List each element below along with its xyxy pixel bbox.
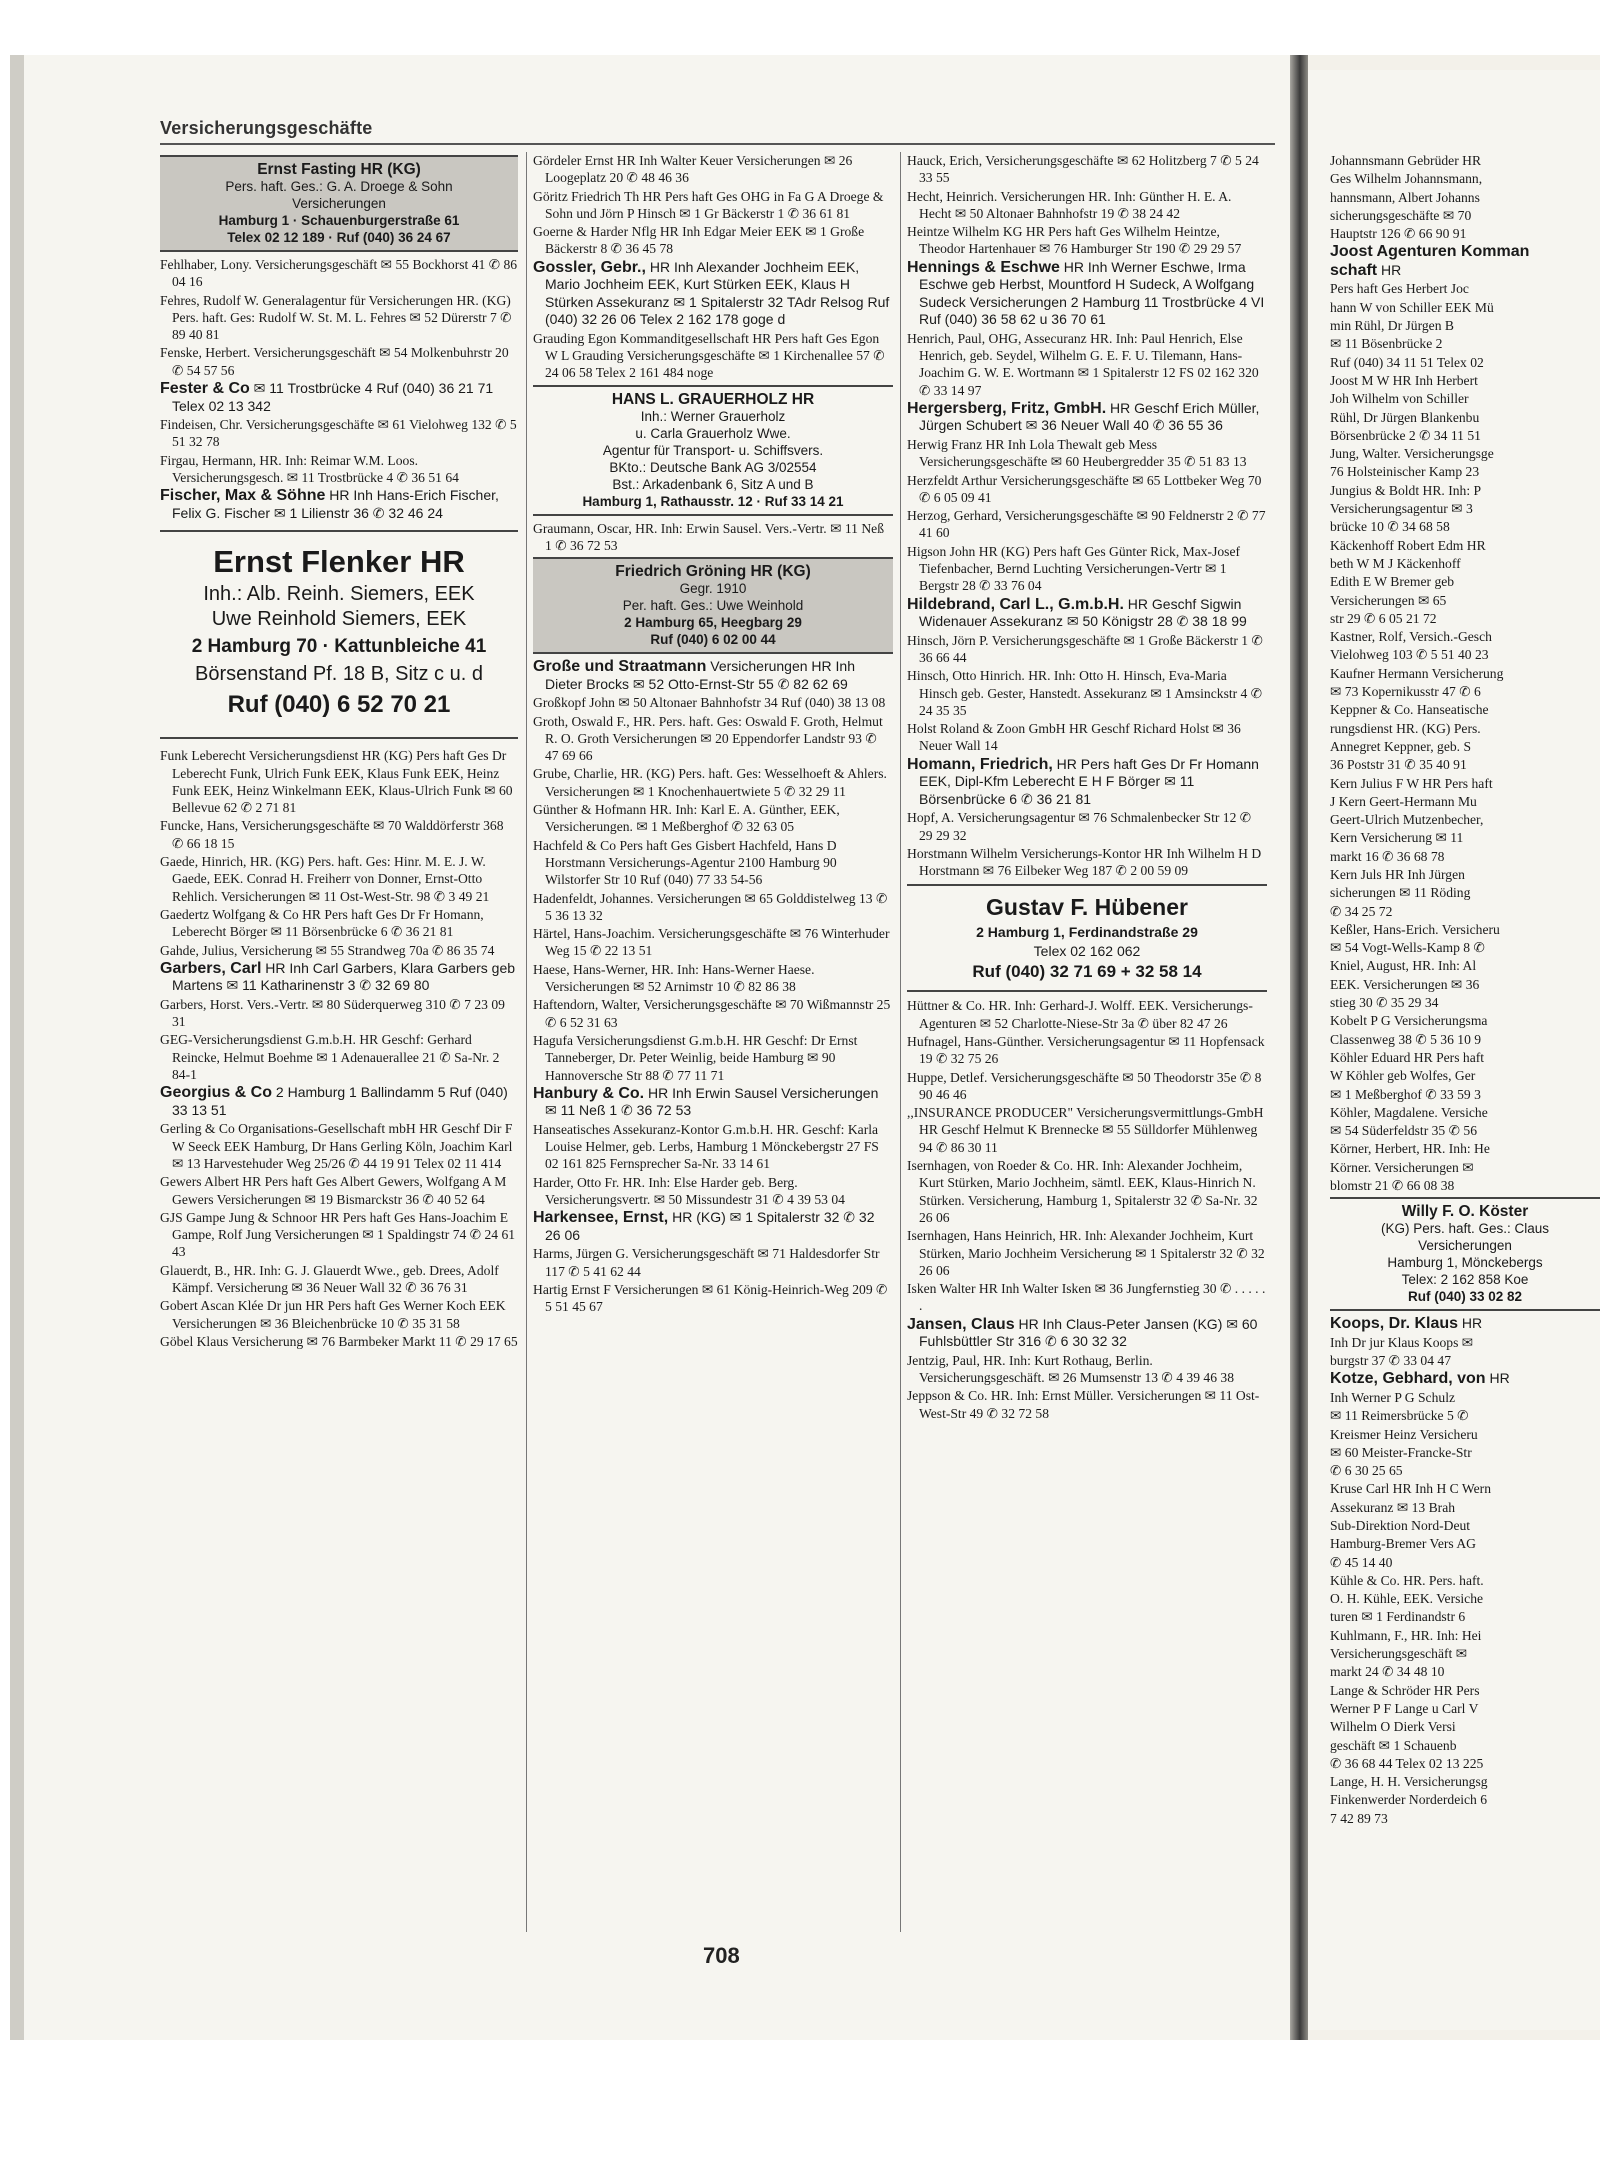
ad-line: Uwe Reinhold Siemers, EEK xyxy=(211,608,467,631)
directory-entry: Hopf, A. Versicherungsagentur ✉ 76 Schmalenbecker Str 12 ✆ 29 29 32 xyxy=(907,810,1252,843)
advertisement-box xyxy=(1330,1197,1600,1311)
directory-entry: Assekuranz ✉ 13 Brah xyxy=(1330,1499,1456,1515)
directory-entry: stieg 30 ✆ 35 29 34 xyxy=(1330,995,1439,1011)
directory-entry-bold xyxy=(907,259,1267,329)
directory-entry: Huppe, Detlef. Versicherungsgeschäfte ✉ 50 Theodorstr 35e ✆ 8 90 46 46 xyxy=(907,1069,1262,1102)
directory-entry-bold xyxy=(533,658,893,693)
directory-entry: O. H. Kühle, EEK. Versiche xyxy=(1330,1591,1484,1607)
directory-entry: Goerne & Harder Nflg HR Inh Edgar Meier EEK ✉ 1 Große Bäckerstr 8 ✆ 36 45 78 xyxy=(533,224,865,257)
directory-entry-bold xyxy=(160,380,518,415)
directory-entry: EEK. Versicherungen ✉ 36 xyxy=(1330,976,1480,992)
directory-entry: GJS Gampe Jung & Schnoor HR Pers haft Ges Hans-Joachim E Gampe, Rolf Jung Versicherungen ✉ 1 Spaldingstr 74 ✆ 24 61 43 xyxy=(160,1209,516,1260)
directory-entry: Ges Wilhelm Johannsmann, xyxy=(1330,171,1483,187)
directory-entry: ✉ 73 Kopernikusstr 47 ✆ 6 xyxy=(1330,684,1481,700)
directory-entry: Kern Julius F W HR Pers haft xyxy=(1330,775,1493,791)
directory-entry: Hamburg-Bremer Vers AG xyxy=(1330,1536,1476,1552)
directory-entry: Hartig Ernst F Versicherungen ✉ 61 König-Heinrich-Weg 209 ✆ 5 51 45 67 xyxy=(533,1281,888,1315)
entry-name: Koops, Dr. Klaus xyxy=(1330,1315,1459,1333)
directory-entry: Großkopf John ✉ 50 Altonaer Bahnhofstr 34 Ruf (040) 38 13 08 xyxy=(533,695,886,711)
directory-entry: Grauding Egon Kommanditgesellschaft HR Pers haft Ges Egon W L Grauding Versicherungsgeschäfte ✉ 1 Kirchenallee 57 ✆ 24 06 58 Telex 2 161 484 noge xyxy=(533,330,885,381)
directory-entry: Funk Leberecht Versicherungsdienst HR (KG) Pers haft Ges Dr Leberecht Funk, Ulrich Funk EEK, Klaus Funk EEK, Heinz Funk EEK, Heinz Winkelmann EEK, Klaus-Ulrich Funk ✉ 60 Bellevue 62 ✆ 2 71 81 xyxy=(160,748,513,816)
page-header: Versicherungsgeschäfte xyxy=(160,118,373,138)
directory-entry: geschäft ✉ 1 Schauenb xyxy=(1330,1737,1457,1753)
entry-name: Hennings & Eschwe xyxy=(907,258,1060,276)
directory-entry: Kern Versicherung ✉ 11 xyxy=(1330,830,1464,846)
directory-entry-bold xyxy=(533,1209,893,1244)
directory-entry: Grube, Charlie, HR. (KG) Pers. haft. Ges: Wesselhoeft & Ahlers. Versicherungen ✉ 1 Knochenhauertwiete 5 ✆ 32 29 11 xyxy=(533,766,887,799)
ad-line: Versicherungen xyxy=(1418,1238,1512,1254)
directory-entry: Johannsmann Gebrüder HR xyxy=(1330,153,1482,168)
directory-entry: ✆ 6 30 25 65 xyxy=(1330,1463,1403,1479)
directory-entry: Edith E W Bremer geb xyxy=(1330,574,1455,590)
entry-name: Joost Agenturen Komman xyxy=(1330,243,1530,261)
directory-entry: ✆ 36 68 44 Telex 02 13 225 xyxy=(1330,1755,1484,1771)
directory-entry: blomstr 21 ✆ 66 08 38 xyxy=(1330,1178,1455,1194)
directory-entry: ,,INSURANCE PRODUCER" Versicherungsvermittlungs-GmbH HR Geschf Helmut K Brennecke ✉ 55 Sülldorfer Mühlenweg 94 ✆ 86 30 11 xyxy=(907,1105,1264,1155)
directory-entry: Joh Wilhelm von Schiller xyxy=(1330,391,1469,407)
entry-text: HR Inh Carl Garbers, Klara Garbers geb Martens ✉ 11 Katharinenstr 3 ✆ 32 69 80 xyxy=(172,959,516,994)
directory-entry: Findeisen, Chr. Versicherungsgeschäfte ✉ 61 Vielohweg 132 ✆ 5 51 32 78 xyxy=(160,417,517,450)
column-divider xyxy=(900,152,901,1932)
directory-entry: Versicherungsgeschäft ✉ xyxy=(1330,1646,1468,1662)
directory-entry: Kniel, August, HR. Inh: Al xyxy=(1330,958,1477,974)
entry-name: Homann, Friedrich, xyxy=(907,755,1053,773)
entry-text: HR Pers haft Ges Dr Fr Homann EEK, Dipl-Kfm Leberecht E H F Börger ✉ 11 Börsenbrücke 6 ✆ 36 21 81 xyxy=(919,755,1259,807)
directory-entry: GEG-Versicherungsdienst G.m.b.H. HR Geschf: Gerhard Reincke, Helmut Boehme ✉ 1 Adenauerallee 21 ✆ Sa-Nr. 2 84-1 xyxy=(160,1032,500,1083)
column-4-right-page xyxy=(1330,152,1600,1952)
directory-entry: Horstmann Wilhelm Versicherungs-Kontor HR Inh Wilhelm H D Horstmann ✉ 76 Eilbeker Weg 187 ✆ 2 00 59 09 xyxy=(907,845,1262,879)
directory-entry: Joost M W HR Inh Herbert xyxy=(1330,372,1478,388)
directory-entry-bold xyxy=(1330,262,1600,280)
entry-text: HR Inh Erwin Sausel Versicherungen ✉ 11 Neß 1 ✆ 36 72 53 xyxy=(545,1084,879,1119)
entry-text: HR (KG) ✉ 1 Spitalerstr 32 ✆ 32 26 06 xyxy=(545,1209,875,1243)
directory-entry: Hagufa Versicherungsdienst G.m.b.H. HR Geschf: Dr Ernst Tanneberger, Dr. Peter Weinlig, beide Hamburg ✉ 90 Hannoversche Str 88 ✆ 77 11 71 xyxy=(533,1032,858,1083)
directory-entry: Classenweg 38 ✆ 5 36 10 9 xyxy=(1330,1031,1482,1047)
ad-address: 2 Hamburg 70 · Kattunbleiche 41 xyxy=(191,636,487,658)
entry-name: Georgius & Co xyxy=(160,1084,273,1102)
entry-name: Fester & Co xyxy=(160,380,250,398)
directory-entry: Henrich, Paul, OHG, Assecuranz HR. Inh: Paul Henrich, Else Henrich, geb. Seydel, Wilhelm G. E. F. U. Tilemann, Hans-Joachim G. W. E. Wortmann ✉ 1 Spitalerstr 12 FS 02 162 320 ✆ 33 14 97 xyxy=(907,330,1259,398)
directory-entry: Köhler Eduard HR Pers haft xyxy=(1330,1049,1485,1065)
ad-line: Per. haft. Ges.: Uwe Weinhold xyxy=(622,598,804,614)
directory-entry: Göritz Friedrich Th HR Pers haft Ges OHG in Fa G A Droege & Sohn und Jörn P Hinsch ✉ 1 Gr Bäckerstr 1 ✆ 36 61 81 xyxy=(533,188,884,221)
directory-entry: Käckenhoff Robert Edm HR xyxy=(1330,537,1486,553)
ad-line: BKto.: Deutsche Bank AG 3/02554 xyxy=(609,459,817,475)
ad-address: 2 Hamburg 1, Ferdinandstraße 29 xyxy=(976,924,1198,941)
directory-entry: 36 Poststr 31 ✆ 35 40 91 xyxy=(1330,757,1467,773)
entry-name: Kotze, Gebhard, von xyxy=(1330,1370,1486,1388)
directory-entry: Isernhagen, Hans Heinrich, HR. Inh: Alexander Jochheim, Kurt Stürken, Mario Jochheim Versicherung ✉ 1 Spitalerstr 32 ✆ 32 26 06 xyxy=(907,1228,1265,1278)
entry-text: HR xyxy=(1458,1315,1483,1332)
directory-entry: Keßler, Hans-Erich. Versicheru xyxy=(1330,921,1500,937)
ad-title: Ernst Fasting HR (KG) xyxy=(257,161,421,178)
directory-entry: Kastner, Rolf, Versich.-Gesch xyxy=(1330,629,1492,645)
ad-line: Hamburg 1, Mönckebergs xyxy=(1387,1255,1543,1271)
entry-text: Versicherungen HR Inh Dieter Brocks ✉ 52 Otto-Ernst-Str 55 ✆ 82 62 69 xyxy=(545,658,855,692)
directory-entry: Hachfeld & Co Pers haft Ges Gisbert Hachfeld, Hans D Horstmann Versicherungs-Agentur 2100 Hamburg 90 Wilstorfer Str 10 Ruf (040) 77 33 54-56 xyxy=(533,837,837,888)
ad-line-bold: Telex 02 12 189 · Ruf (040) 36 24 67 xyxy=(227,230,451,245)
directory-entry-bold xyxy=(160,1084,518,1119)
directory-entry: Annegret Keppner, geb. S xyxy=(1330,738,1472,754)
directory-entry: sicherungen ✉ 11 Röding xyxy=(1330,885,1471,901)
directory-entry: Versicherungen ✉ 65 xyxy=(1330,592,1447,608)
entry-name: Fischer, Max & Söhne xyxy=(160,487,326,505)
directory-entry: Isernhagen, von Roeder & Co. HR. Inh: Alexander Jochheim, Kurt Stürken, Mario Jochheim, sämtl. EEK, Klaus-Hinrich N. Stürken. Versicherung, Hamburg 1, Spitalerstr 32 ✆ Sa-Nr. 32 26 06 xyxy=(907,1158,1258,1225)
directory-entry: Garbers, Horst. Vers.-Vertr. ✉ 80 Süderquerweg 310 ✆ 7 23 09 31 xyxy=(160,996,505,1030)
directory-entry: Heintze Wilhelm KG HR Pers haft Ges Wilhelm Heintze, Theodor Hartenhauer ✉ 76 Hamburger Str 190 ✆ 29 29 57 xyxy=(907,224,1242,257)
directory-entry: Körner. Versicherungen ✉ xyxy=(1330,1159,1474,1175)
directory-entry-bold xyxy=(533,1085,893,1120)
directory-entry: Jung, Walter. Versicherungsge xyxy=(1330,446,1494,462)
directory-entry: Kruse Carl HR Inh H C Wern xyxy=(1330,1481,1492,1497)
column-1 xyxy=(160,152,518,1952)
directory-entry: Glauerdt, B., HR. Inh: G. J. Glauerdt Wwe., geb. Drees, Adolf Kämpf. Versicherung ✉ 36 Neuer Wall 32 ✆ 36 76 31 xyxy=(160,1262,499,1295)
directory-entry: Geert-Ulrich Mutzenbecher, xyxy=(1330,812,1484,828)
directory-entry: Jeppson & Co. HR. Inh: Ernst Müller. Versicherungen ✉ 11 Ost-West-Str 49 ✆ 32 72 58 xyxy=(907,1388,1260,1421)
directory-entry: ✉ 11 Bösenbrücke 2 xyxy=(1330,336,1443,352)
directory-entry-bold xyxy=(1330,1370,1600,1388)
directory-entry: Hecht, Heinrich. Versicherungen HR. Inh: Günther H. E. A. Hecht ✉ 50 Altonaer Bahnhofstr 19 ✆ 38 24 42 xyxy=(907,188,1232,221)
ad-line: u. Carla Grauerholz Wwe. xyxy=(635,425,791,441)
directory-entry: str 29 ✆ 6 05 21 72 xyxy=(1330,610,1437,626)
directory-entry: Fenske, Herbert. Versicherungsgeschäft ✉ 54 Molkenbuhrstr 20 ✆ 54 57 56 xyxy=(160,345,509,378)
directory-entry: Harms, Jürgen G. Versicherungsgeschäft ✉ 71 Haldesdorfer Str 117 ✆ 5 41 62 44 xyxy=(533,1246,880,1279)
advertisement-box xyxy=(533,557,893,654)
directory-entry: Hauptstr 126 ✆ 66 90 91 xyxy=(1330,226,1467,242)
directory-entry: Hauck, Erich, Versicherungsgeschäfte ✉ 62 Holitzberg 7 ✆ 5 24 33 55 xyxy=(907,153,1259,186)
advertisement-medium xyxy=(907,884,1267,992)
directory-entry: 7 42 89 73 xyxy=(1330,1810,1388,1826)
directory-entry: Gewers Albert HR Pers haft Ges Albert Gewers, Wolfgang A M Gewers Versicherungen ✉ 19 Bismarckstr 36 ✆ 40 52 64 xyxy=(160,1174,507,1207)
directory-entry: Higson John HR (KG) Pers haft Ges Günter Rick, Max-Josef Tiefenbacher, Bernd Luchting Versicherungen-Vertr ✉ 1 Bergstr 28 ✆ 33 76 04 xyxy=(907,543,1241,594)
directory-entry: Jentzig, Paul, HR. Inh: Kurt Rothaug, Berlin. Versicherungsgeschäft. ✉ 26 Mumsenstr 13 ✆ 4 39 46 38 xyxy=(907,1352,1234,1386)
directory-entry: Hinsch, Jörn P. Versicherungsgeschäfte ✉ 1 Große Bäckerstr 1 ✆ 36 66 44 xyxy=(907,632,1263,665)
directory-entry: ✆ 45 14 40 xyxy=(1330,1554,1393,1570)
directory-entry: Holst Roland & Zoon GmbH HR Geschf Richard Holst ✉ 36 Neuer Wall 14 xyxy=(907,721,1241,754)
directory-entry: Kühle & Co. HR. Pers. haft. xyxy=(1330,1572,1484,1588)
directory-entry: Werner P F Lange u Carl V xyxy=(1330,1700,1479,1716)
entry-text: HR xyxy=(1485,1370,1510,1387)
directory-entry: Gaede, Hinrich, HR. (KG) Pers. haft. Ges: Hinr. M. E. J. W. Gaede, EEK. Conrad H. Freiherr von Donner, Ernst-Otto Rehlich. Versicherungen ✉ 11 Ost-West-Str. 98 ✆ 3 49 21 xyxy=(160,854,490,904)
directory-entry: beth W M J Käckenhoff xyxy=(1330,555,1461,571)
directory-entry-bold xyxy=(1330,1315,1600,1333)
ad-line: Pers. haft. Ges.: G. A. Droege & Sohn xyxy=(225,179,453,194)
directory-entry: Hüttner & Co. HR. Inh: Gerhard-J. Wolff. EEK. Versicherungs-Agenturen ✉ 52 Charlotte-Niese-Str 3a ✆ über 82 47 26 xyxy=(907,998,1253,1031)
entry-name: schaft xyxy=(1330,261,1378,279)
directory-entry: brücke 10 ✆ 34 68 58 xyxy=(1330,519,1450,535)
directory-entry-bold xyxy=(160,487,518,522)
ad-line: Inh.: Werner Grauerholz xyxy=(640,408,786,424)
entry-text: HR Inh Claus-Peter Jansen (KG) ✉ 60 Fuhlsbüttler Str 316 ✆ 6 30 32 32 xyxy=(919,1315,1258,1350)
ad-line: Inh.: Alb. Reinh. Siemers, EEK xyxy=(203,583,475,606)
advertisement-box xyxy=(160,155,518,252)
ad-phone: Ruf (040) 32 71 69 + 32 58 14 xyxy=(972,962,1202,982)
advertisement-large xyxy=(160,530,518,739)
directory-entry-bold xyxy=(160,960,518,995)
book-gutter xyxy=(1290,55,1308,2040)
directory-entry: Gerling & Co Organisations-Gesellschaft mbH HR Geschf Dir F W Seeck EEK Hamburg, Dr Hans Gerling Köln, Joachim Karl ✉ 13 Harvestehuder Weg 25/26 ✆ 44 19 91 Telex 02 11 414 xyxy=(160,1121,513,1171)
ad-line: Versicherungen xyxy=(292,196,386,211)
directory-entry: Firgau, Hermann, HR. Inh: Reimar W.M. Loos. Versicherungsgesch. ✉ 11 Trostbrücke 4 ✆ 36 51 64 xyxy=(160,452,459,485)
directory-entry: Groth, Oswald F., HR. Pers. haft. Ges: Oswald F. Groth, Helmut R. O. Groth Versicherungen ✉ 20 Eppendorfer Landstr 93 ✆ 47 69 66 xyxy=(533,713,883,764)
directory-entry: Inh Werner P G Schulz xyxy=(1330,1389,1455,1405)
directory-entry: markt 24 ✆ 34 48 10 xyxy=(1330,1664,1445,1680)
column-divider xyxy=(526,152,527,1932)
directory-entry: burgstr 37 ✆ 33 04 47 xyxy=(1330,1353,1452,1369)
directory-entry: min Rühl, Dr Jürgen B xyxy=(1330,318,1454,334)
directory-entry: Lange & Schröder HR Pers xyxy=(1330,1682,1480,1698)
directory-entry: ✉ 1 Meßberghof ✆ 33 59 3 xyxy=(1330,1086,1481,1102)
directory-entry: Haftendorn, Walter, Versicherungsgeschäfte ✉ 70 Wißmannstr 25 ✆ 6 52 31 63 xyxy=(533,997,891,1030)
directory-entry: Hinsch, Otto Hinrich. HR. Inh: Otto H. Hinsch, Eva-Maria Hinsch geb. Gester, Hanstedt. Assekuranz ✉ 1 Amsinckstr 4 ✆ 24 35 35 xyxy=(907,668,1263,718)
ad-line-bold: Hamburg 1, Rathausstr. 12 · Ruf 33 14 21 xyxy=(582,493,844,509)
header-rule xyxy=(160,143,1275,145)
ad-line-bold: Hamburg 1 · Schauenburgerstraße 61 xyxy=(218,213,460,228)
entry-text: ✉ 11 Trostbrücke 4 Ruf (040) 36 21 71 Telex 02 13 342 xyxy=(172,380,494,414)
entry-name: Garbers, Carl xyxy=(160,959,262,977)
ad-line: Börsenstand Pf. 18 B, Sitz c u. d xyxy=(195,663,483,686)
directory-entry: J Kern Geert-Hermann Mu xyxy=(1330,793,1477,809)
directory-entry: Rühl, Dr Jürgen Blankenbu xyxy=(1330,409,1480,425)
directory-entry: Kobelt P G Versicherungsma xyxy=(1330,1013,1488,1029)
ad-line-bold: Ruf (040) 33 02 82 xyxy=(1407,1289,1523,1305)
directory-entry: W Köhler geb Wolfes, Ger xyxy=(1330,1068,1476,1084)
entry-text: HR Inh Alexander Jochheim EEK, Mario Jochheim EEK, Kurt Stürken EEK, Klaus H Stürken Assekuranz ✉ 1 Spitalerstr 32 TAdr Relsog Ruf (040) 32 26 06 Telex 2 162 178 goge d xyxy=(545,258,890,328)
directory-entry: Gaedertz Wolfgang & Co HR Pers haft Ges Dr Fr Homann, Leberecht Börger ✉ 11 Börsenbrücke 6 ✆ 36 21 81 xyxy=(160,906,484,940)
ad-line: Telex: 2 162 858 Koe xyxy=(1401,1272,1529,1288)
directory-entry: Pers haft Ges Herbert Joc xyxy=(1330,281,1469,297)
directory-entry: Günther & Hofmann HR. Inh: Karl E. A. Günther, EEK, Versicherungen. ✉ 1 Meßberghof ✆ 32 63 05 xyxy=(533,802,840,835)
directory-entry: Göbel Klaus Versicherung ✉ 76 Barmbeker Markt 11 ✆ 29 17 65 xyxy=(160,1333,518,1349)
directory-entry: Versicherungsagentur ✉ 3 xyxy=(1330,501,1473,517)
directory-entry: Lange, H. H. Versicherungsg xyxy=(1330,1774,1488,1790)
directory-entry: Graumann, Oscar, HR. Inh: Erwin Sausel. Vers.-Vertr. ✉ 11 Neß 1 ✆ 36 72 53 xyxy=(533,520,884,553)
directory-entry: ✆ 34 25 72 xyxy=(1330,903,1393,919)
entry-name: Gossler, Gebr., xyxy=(533,258,646,276)
directory-entry-bold xyxy=(907,1316,1267,1351)
advertisement-box xyxy=(533,385,893,516)
directory-entry: Ruf (040) 34 11 51 Telex 02 xyxy=(1330,354,1484,370)
directory-entry: Hanseatisches Assekuranz-Kontor G.m.b.H. HR. Geschf: Karla Louise Helmer, geb. Lerbs, Hamburg 1 Mönckebergstr 27 FS 02 161 825 Fernsprecher Sa-Nr. 33 14 61 xyxy=(533,1121,879,1172)
directory-entry: Fehlhaber, Lony. Versicherungsgeschäft ✉ 55 Bockhorst 41 ✆ 86 04 16 xyxy=(160,257,518,290)
ad-title: Ernst Flenker HR xyxy=(213,544,465,580)
directory-entry: Härtel, Hans-Joachim. Versicherungsgeschäfte ✉ 76 Winterhuder Weg 15 ✆ 22 13 51 xyxy=(533,926,890,959)
directory-entry: Funcke, Hans, Versicherungsgeschäfte ✉ 70 Walddörferstr 368 ✆ 66 18 15 xyxy=(160,818,504,851)
directory-entry: Köhler, Magdalene. Versiche xyxy=(1330,1104,1488,1120)
ad-line: Gegr. 1910 xyxy=(679,581,747,597)
directory-entry: Kern Juls HR Inh Jürgen xyxy=(1330,866,1465,882)
directory-entry-bold xyxy=(907,400,1267,435)
directory-entry: Gobert Ascan Klée Dr jun HR Pers haft Ges Werner Koch EEK Versicherungen ✉ 36 Bleichenbrücke 10 ✆ 35 31 58 xyxy=(160,1298,506,1331)
ad-title: Friedrich Gröning HR (KG) xyxy=(615,563,811,581)
directory-entry: ✉ 11 Reimersbrücke 5 ✆ xyxy=(1330,1408,1469,1424)
directory-entry: Isken Walter HR Inh Walter Isken ✉ 36 Jungfernstieg 30 ✆ . . . . . . xyxy=(907,1281,1266,1314)
directory-entry-bold xyxy=(533,259,893,329)
directory-entry: rungsdienst HR. (KG) Pers. xyxy=(1330,720,1481,736)
directory-entry: Körner, Herbert, HR. Inh: He xyxy=(1330,1141,1490,1157)
directory-entry: Vielohweg 103 ✆ 5 51 40 23 xyxy=(1330,647,1489,663)
ad-line: Agentur für Transport- u. Schiffsvers. xyxy=(602,442,824,458)
ad-title: Willy F. O. Köster xyxy=(1401,1203,1529,1221)
directory-entry: Fehres, Rudolf W. Generalagentur für Versicherungen HR. (KG) Pers. haft. Ges: Rudolf W. St. M. L. Fehres ✉ 52 Dürerstr 7 ✆ 89 40 81 xyxy=(160,292,512,343)
ad-title: Gustav F. Hübener xyxy=(986,894,1188,921)
directory-entry: ✉ 54 Vogt-Wells-Kamp 8 ✆ xyxy=(1330,940,1485,956)
entry-text: HR Inh Werner Eschwe, Irma Eschwe geb Herbst, Mountford H Sudeck, A Wolfgang Sudeck Versicherungen 2 Hamburg 11 Trostbrücke 4 VI Ruf (040) 36 58 62 u 36 70 61 xyxy=(919,258,1265,328)
directory-entry: ✉ 60 Meister-Francke-Str xyxy=(1330,1444,1472,1460)
ad-line-bold: Ruf (040) 6 02 00 44 xyxy=(650,632,776,648)
directory-entry: Wilhelm O Dierk Versi xyxy=(1330,1719,1456,1735)
entry-text: HR Geschf Sigwin Widenauer Assekuranz ✉ 50 Königstr 28 ✆ 38 18 99 xyxy=(919,595,1247,630)
directory-entry: Kreismer Heinz Versicheru xyxy=(1330,1426,1478,1442)
directory-entry: 76 Holsteinischer Kamp 23 xyxy=(1330,464,1480,480)
directory-entry: sicherungsgeschäfte ✉ 70 xyxy=(1330,207,1472,223)
directory-entry: Haese, Hans-Werner, HR. Inh: Hans-Werner Haese. Versicherungen ✉ 52 Arnimstr 10 ✆ 82 86 38 xyxy=(533,961,815,995)
directory-entry: Herzfeldt Arthur Versicherungsgeschäfte ✉ 65 Lottbeker Weg 70 ✆ 6 05 09 41 xyxy=(907,472,1262,505)
directory-entry: Börsenbrücke 2 ✆ 34 11 51 xyxy=(1330,427,1481,443)
directory-entry: hann W von Schiller EEK Mü xyxy=(1330,299,1494,315)
directory-entry: Kaufner Hermann Versicherung xyxy=(1330,665,1504,681)
entry-text: HR Inh Hans-Erich Fischer, Felix G. Fischer ✉ 1 Lilienstr 36 ✆ 32 46 24 xyxy=(172,487,499,521)
directory-entry-bold xyxy=(907,596,1267,631)
directory-entry: Finkenwerder Norderdeich 6 xyxy=(1330,1792,1488,1808)
ad-line: (KG) Pers. haft. Ges.: Claus xyxy=(1380,1221,1550,1237)
directory-entry: hannsmann, Albert Johanns xyxy=(1330,189,1480,205)
ad-phone: Ruf (040) 6 52 70 21 xyxy=(227,691,451,719)
directory-entry: Gördeler Ernst HR Inh Walter Keuer Versicherungen ✉ 26 Loogeplatz 20 ✆ 48 46 36 xyxy=(533,153,853,186)
directory-entry-bold xyxy=(907,756,1267,809)
directory-entry: Hufnagel, Hans-Günther. Versicherungsagentur ✉ 11 Hopfensack 19 ✆ 32 75 26 xyxy=(907,1034,1265,1067)
entry-name: Jansen, Claus xyxy=(907,1315,1015,1333)
ad-line: Bst.: Arkadenbank 6, Sitz A und B xyxy=(612,476,814,492)
entry-text: 2 Hamburg 1 Ballindamm 5 Ruf (040) 33 13 51 xyxy=(172,1084,508,1118)
page-number: 708 xyxy=(703,1943,740,1968)
directory-entry: Harder, Otto Fr. HR. Inh: Else Harder geb. Berg. Versicherungsvertr. ✉ 50 Missundestr 31 ✆ 4 39 53 04 xyxy=(533,1174,845,1207)
directory-entry: Kuhlmann, F., HR. Inh: Hei xyxy=(1330,1627,1482,1643)
ad-line-bold: 2 Hamburg 65, Heegbarg 29 xyxy=(624,615,802,631)
entry-name: Große und Straatmann xyxy=(533,658,707,676)
column-2 xyxy=(533,152,893,1952)
entry-name: Hanbury & Co. xyxy=(533,1084,645,1102)
directory-entry: markt 16 ✆ 36 68 78 xyxy=(1330,848,1445,864)
entry-text: HR Geschf Erich Müller, Jürgen Schubert ✉ 36 Neuer Wall 40 ✆ 36 55 36 xyxy=(919,399,1260,434)
directory-entry: Sub-Direktion Nord-Deut xyxy=(1330,1518,1471,1533)
entry-name: Harkensee, Ernst, xyxy=(533,1209,669,1227)
directory-entry: ✉ 54 Süderfeldstr 35 ✆ 56 xyxy=(1330,1123,1477,1139)
directory-entry: Keppner & Co. Hanseatische xyxy=(1330,702,1489,718)
directory-entry: Herzog, Gerhard, Versicherungsgeschäfte ✉ 90 Feldnerstr 2 ✆ 77 41 60 xyxy=(907,508,1266,541)
ad-line: Telex 02 162 062 xyxy=(1033,943,1141,960)
directory-entry: Gahde, Julius, Versicherung ✉ 55 Strandweg 70a ✆ 86 35 74 xyxy=(160,942,495,958)
directory-entry: turen ✉ 1 Ferdinandstr 6 xyxy=(1330,1609,1466,1625)
directory-entry: Hadenfeldt, Johannes. Versicherungen ✉ 65 Golddistelweg 13 ✆ 5 36 13 32 xyxy=(533,890,888,923)
ad-title: HANS L. GRAUERHOLZ HR xyxy=(611,390,815,408)
entry-text: HR xyxy=(1377,261,1402,278)
directory-entry: Herwig Franz HR Inh Lola Thewalt geb Mess Versicherungsgeschäfte ✉ 60 Heubergredder 35 ✆ 51 83 13 xyxy=(907,436,1247,470)
entry-name: Hergersberg, Fritz, GmbH. xyxy=(907,399,1107,417)
column-3 xyxy=(907,152,1267,1952)
entry-name: Hildebrand, Carl L., G.m.b.H. xyxy=(907,595,1124,613)
directory-entry: Jungius & Boldt HR. Inh: P xyxy=(1330,482,1482,498)
directory-entry: Inh Dr jur Klaus Koops ✉ xyxy=(1330,1334,1474,1350)
directory-entry-bold xyxy=(1330,243,1600,261)
